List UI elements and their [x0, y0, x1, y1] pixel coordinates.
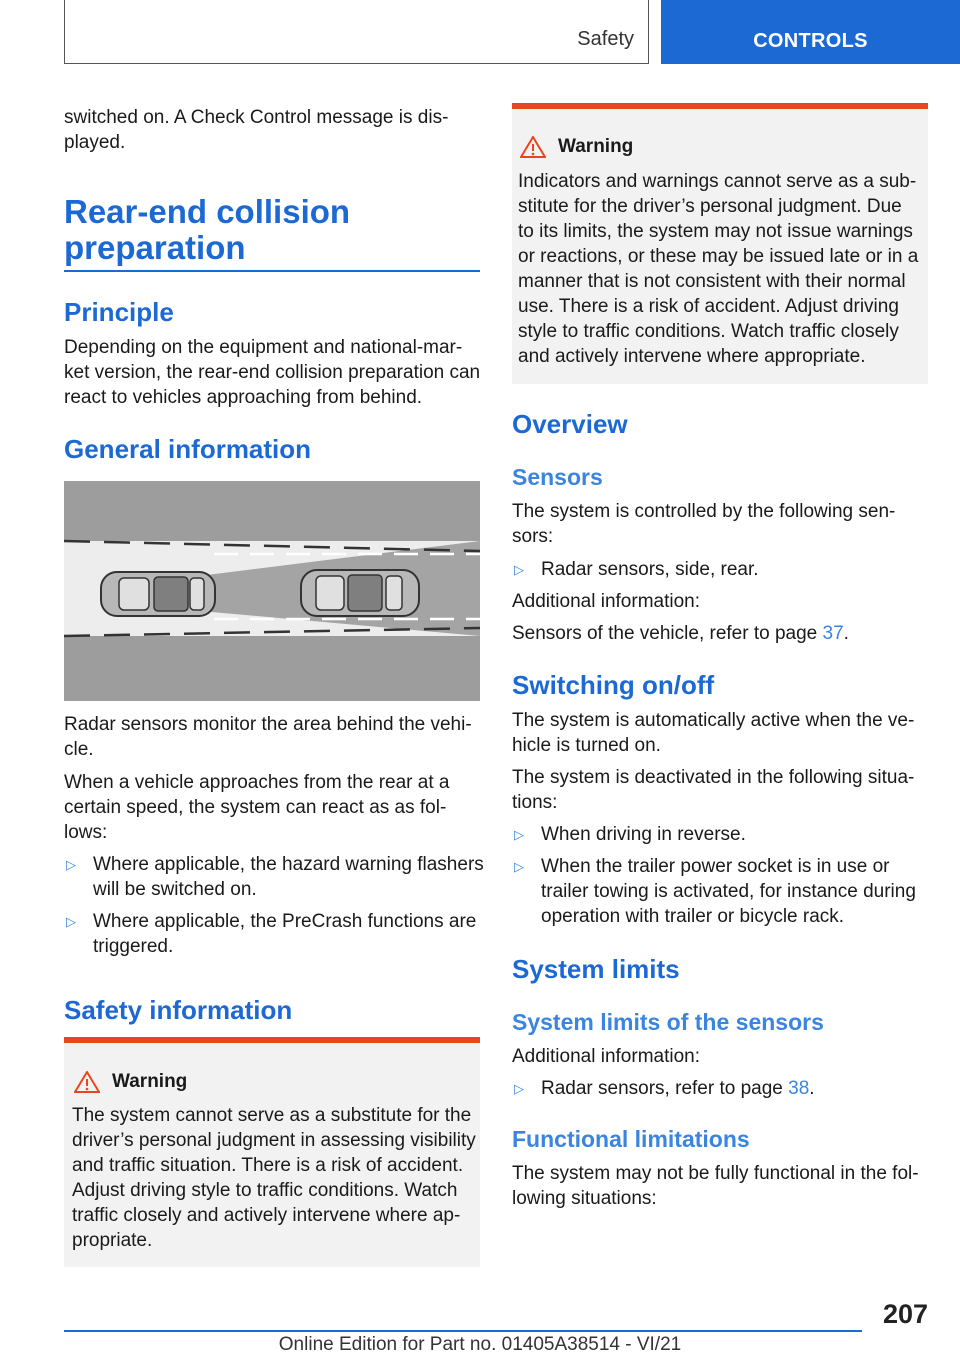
deactivation-text	[512, 765, 914, 815]
triangle-bullet-icon: ▷	[66, 857, 76, 872]
text-line: use. There is a risk of accident. Adjust driving	[518, 296, 899, 317]
rear-collision-figure	[64, 481, 480, 701]
radar-diagram	[64, 481, 480, 701]
list-item	[512, 557, 960, 582]
footer-edition: Online Edition for Part no. 01405A38514 - VI/21	[278, 1334, 682, 1355]
warning-text	[518, 169, 918, 369]
warning-header	[74, 1071, 187, 1093]
warning-header	[520, 136, 633, 158]
list-item	[64, 852, 513, 902]
triangle-bullet-icon: ▷	[514, 562, 524, 577]
text-line: driver’s personal judgment in assessing visibility	[72, 1130, 476, 1151]
text-line: trailer towing is activated, for instance during	[541, 881, 916, 902]
text-line: ket version, the rear-end collision preparation can	[64, 362, 481, 383]
text-line: The system cannot serve as a substitute for the	[72, 1105, 472, 1126]
system-limits-heading: System limits	[512, 954, 680, 984]
page-number: 207	[882, 1299, 928, 1329]
sensors-reference: Sensors of the vehicle, refer to page 37.	[512, 623, 849, 644]
overview-heading: Overview	[512, 409, 628, 439]
text-line: and actively intervene where appropriate.	[518, 346, 866, 367]
text-line: The system is deactivated in the following situa‐	[512, 767, 915, 788]
list-item	[512, 1076, 960, 1101]
principle-heading: Principle	[64, 297, 174, 327]
footer-divider	[64, 1330, 862, 1332]
title-divider	[64, 270, 480, 272]
text-line: manner that is not consistent with their normal	[518, 271, 906, 292]
text-line: or reactions, or these may be issued late or in a	[518, 246, 919, 267]
page-title	[64, 194, 350, 266]
list-item	[512, 854, 960, 929]
warning-box	[512, 103, 928, 384]
text-line: react to vehicles approaching from behind.	[64, 387, 423, 408]
text-line: Indicators and warnings cannot serve as a sub‐	[518, 171, 917, 192]
rear-car-icon	[101, 572, 215, 616]
text-line: hicle is turned on.	[512, 735, 661, 756]
text-line: The system may not be fully functional in the fol‐	[512, 1163, 919, 1184]
text-line: Radar sensors, side, rear.	[541, 559, 759, 580]
switch-text	[512, 708, 914, 758]
triangle-bullet-icon: ▷	[514, 1081, 524, 1096]
principle-text	[64, 335, 480, 410]
text-line: lows:	[64, 822, 108, 843]
warning-title: Warning	[112, 1071, 188, 1092]
header-section-title: Safety	[577, 28, 634, 50]
switching-heading: Switching on/off	[512, 670, 715, 700]
warning-triangle-icon	[520, 136, 546, 158]
text-line: The system is automatically active when the ve‐	[512, 710, 915, 731]
text-line: Adjust driving style to traffic conditions. Watch	[72, 1180, 458, 1201]
header-chapter-tab	[661, 0, 960, 64]
text-line: Where applicable, the PreCrash functions are	[93, 911, 477, 932]
intro-line: switched on. A Check Control message is dis‐	[64, 107, 449, 128]
text-line: will be switched on.	[93, 879, 257, 900]
text-line: certain speed, the system can react as as fol‐	[64, 797, 447, 818]
text-line: Where applicable, the hazard warning flashers	[93, 854, 484, 875]
text-line: Radar sensors, refer to page 38.	[541, 1078, 815, 1099]
header-chapter-label: CONTROLS	[753, 30, 868, 52]
sensor-limits-heading: System limits of the sensors	[512, 1009, 824, 1035]
text-line: Radar sensors monitor the area behind the vehi‐	[64, 714, 472, 735]
text-line: traffic closely and actively intervene where ap‐	[72, 1205, 461, 1226]
figure-caption	[64, 712, 472, 762]
sensors-heading: Sensors	[512, 464, 603, 490]
approach-text	[64, 770, 449, 845]
functional-text	[512, 1161, 919, 1211]
warning-box	[64, 1037, 480, 1267]
text-line: triggered.	[93, 936, 174, 957]
triangle-bullet-icon: ▷	[66, 914, 76, 929]
safety-info-heading: Safety information	[64, 995, 293, 1025]
triangle-bullet-icon: ▷	[514, 827, 524, 842]
list-item	[512, 822, 960, 847]
text-line: When a vehicle approaches from the rear at a	[64, 772, 450, 793]
limits-additional-label: Additional information:	[512, 1046, 700, 1067]
text-line: operation with trailer or bicycle rack.	[541, 906, 845, 927]
additional-info-label: Additional information:	[512, 591, 700, 612]
text-line: cle.	[64, 739, 94, 760]
warning-triangle-icon	[74, 1071, 100, 1093]
text-line: to its limits, the system may not issue warnings	[518, 221, 913, 242]
text-line: Depending on the equipment and national-mar‐	[64, 337, 463, 358]
text-line: stitute for the driver’s personal judgment. Due	[518, 196, 902, 217]
intro-text	[64, 105, 448, 155]
text-line: style to traffic conditions. Watch traffic closely	[518, 321, 899, 342]
triangle-bullet-icon: ▷	[514, 859, 524, 874]
text-line: propriate.	[72, 1230, 153, 1251]
page-link-37[interactable]: 37	[822, 623, 844, 644]
page-link-38[interactable]: 38	[788, 1078, 810, 1099]
header-bar	[64, 0, 649, 64]
sensors-text	[512, 499, 895, 549]
text-line: tions:	[512, 792, 558, 813]
general-info-heading: General information	[64, 434, 312, 464]
reference-text: Radar sensors, refer to page	[541, 1078, 789, 1099]
warning-text	[72, 1103, 476, 1253]
title-line: Rear-end collision	[64, 193, 351, 230]
front-car-icon	[301, 570, 419, 616]
reference-text: Sensors of the vehicle, refer to page	[512, 623, 823, 644]
list-item	[64, 909, 513, 959]
text-line: The system is controlled by the following sen‐	[512, 501, 896, 522]
functional-limitations-heading: Functional limitations	[512, 1126, 750, 1152]
text-line: lowing situations:	[512, 1188, 657, 1209]
text-line: When the trailer power socket is in use or	[541, 856, 890, 877]
warning-title: Warning	[558, 136, 634, 157]
text-line: sors:	[512, 526, 554, 547]
text-line: and traffic situation. There is a risk of accident.	[72, 1155, 464, 1176]
intro-line: played.	[64, 132, 126, 153]
title-line: preparation	[64, 229, 246, 266]
text-line: When driving in reverse.	[541, 824, 746, 845]
